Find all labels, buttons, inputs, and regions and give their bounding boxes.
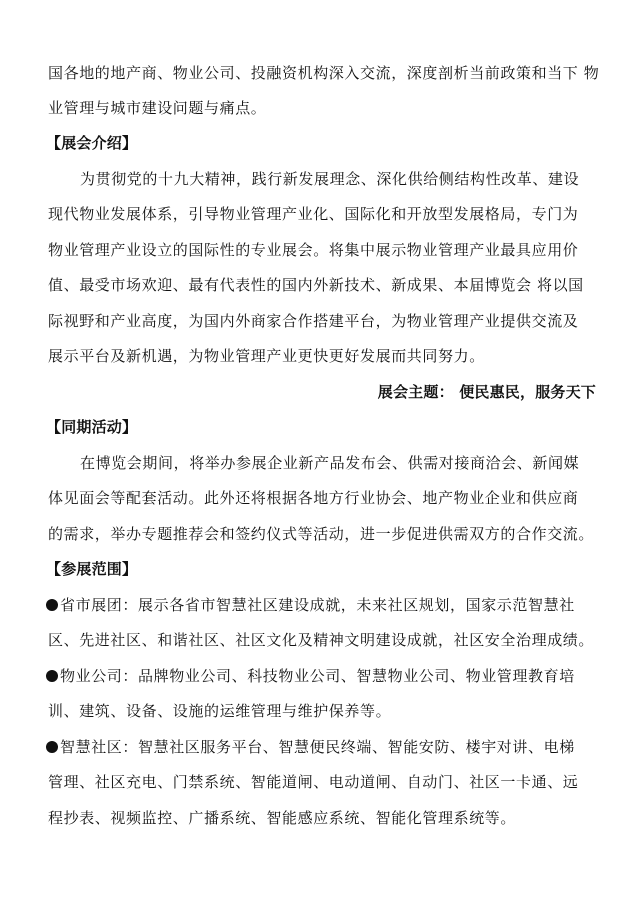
scope-item-property-company bbox=[46, 666, 606, 686]
paragraph-line: 体见面会等配套活动。此外还将根据各地方行业协会、地产物业企业和供应商 bbox=[48, 489, 579, 507]
section-heading-exhibition-intro: 【展会介绍】 bbox=[46, 134, 138, 152]
bullet-icon bbox=[46, 599, 58, 611]
scope-item-provincial bbox=[46, 595, 606, 615]
paragraph-line: 物业管理产业设立的国际性的专业展会。将集中展示物业管理产业最具应用价 bbox=[48, 241, 579, 259]
scope-item-text: 省市展团：展示各省市智慧社区建设成就，未来社区规划，国家示范智慧社 bbox=[60, 596, 575, 614]
paragraph-line: 际视野和产业高度，为国内外商家合作搭建平台，为物业管理产业提供交流及 bbox=[48, 312, 579, 330]
paragraph-line: 程抄表、视频监控、广播系统、智能感应系统、智能化管理系统等。 bbox=[48, 809, 517, 827]
section-heading-exhibit-scope: 【参展范围】 bbox=[46, 560, 138, 578]
paragraph-line: 区、先进社区、和谐社区、社区文化及精神文明建设成就，社区安全治理成绩。 bbox=[48, 631, 595, 649]
paragraph-line: 的需求，举办专题推荐会和签约仪式等活动，进一步促进供需双方的合作交流。 bbox=[48, 525, 595, 543]
paragraph-line: 在博览会期间，将举办参展企业新产品发布会、供需对接商洽会、新闻媒 bbox=[80, 454, 580, 472]
bullet-icon bbox=[46, 670, 58, 682]
paragraph-line: 现代物业发展体系，引导物业管理产业化、国际化和开放型发展格局，专门为 bbox=[48, 205, 579, 223]
scope-item-text: 智慧社区：智慧社区服务平台、智慧便民终端、智能安防、楼宇对讲、电梯 bbox=[60, 738, 575, 756]
bullet-icon bbox=[46, 741, 58, 753]
paragraph-line: 业管理与城市建设问题与痛点。 bbox=[48, 99, 267, 117]
paragraph-line: 管理、社区充电、门禁系统、智能道闸、电动道闸、自动门、社区一卡通、远 bbox=[48, 773, 579, 791]
section-heading-concurrent-events: 【同期活动】 bbox=[46, 418, 138, 436]
scope-item-text: 物业公司：品牌物业公司、科技物业公司、智慧物业公司、物业管理教育培 bbox=[60, 667, 575, 685]
paragraph-line: 展示平台及新机遇，为物业管理产业更快更好发展而共同努力。 bbox=[48, 347, 485, 365]
exhibition-theme: 展会主题： 便民惠民，服务天下 bbox=[377, 383, 596, 401]
paragraph-line: 国各地的地产商、物业公司、投融资机构深入交流，深度剖析当前政策和当下 物 bbox=[48, 64, 600, 82]
paragraph-line: 训、建筑、设备、设施的运维管理与维护保养等。 bbox=[48, 702, 392, 720]
scope-item-smart-community bbox=[46, 737, 606, 757]
paragraph-line: 为贯彻党的十九大精神，践行新发展理念、深化供给侧结构性改革、建设 bbox=[80, 170, 580, 188]
paragraph-line: 值、最受市场欢迎、最有代表性的国内外新技术、新成果、本届博览会 将以国 bbox=[48, 276, 584, 294]
